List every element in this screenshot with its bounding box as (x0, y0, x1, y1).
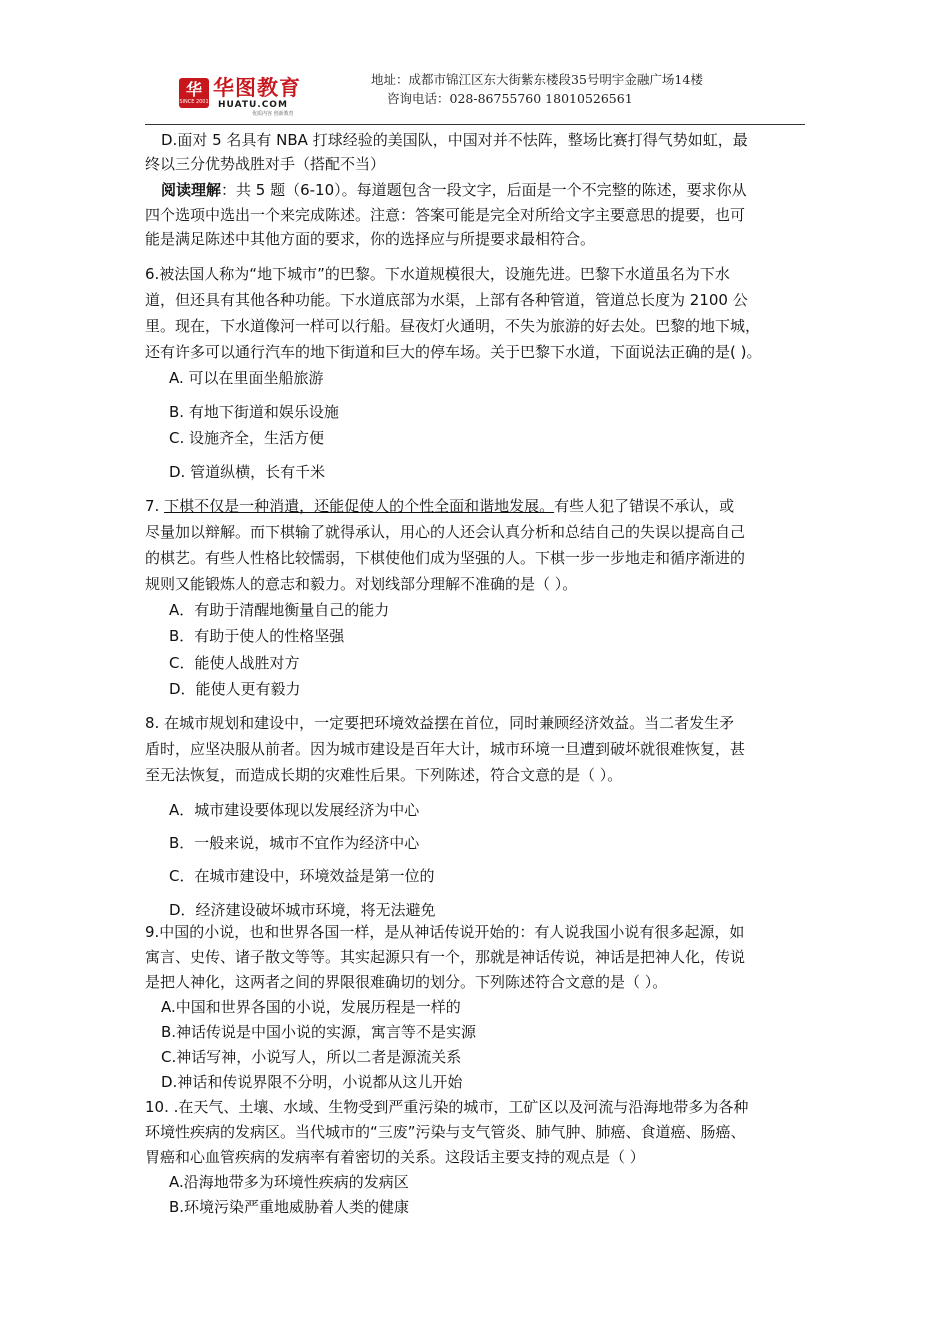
section-intro-line1 (161, 180, 747, 200)
q10-option-b: B.环境污染严重地威胁着人类的健康 (169, 1198, 410, 1216)
q6-option-d: D. 管道纵横，长有千米 (169, 463, 326, 481)
q7-option-a: A．有助于清醒地衡量自己的能力 (169, 601, 390, 619)
q7-line2: 尽量加以辩解。而下棋输了就得承认，用心的人还会认真分析和总结自己的失误以提高自己 (145, 523, 746, 541)
header-divider (145, 124, 805, 125)
q7-option-d: D．能使人更有毅力 (169, 680, 301, 698)
q6-line2: 道，但还具有其他各种功能。下水道底部为水渠，上部有各种管道，管道总长度为 2100 公 (145, 291, 748, 309)
section-title: 阅读理解 (161, 181, 222, 199)
q6-option-b: B. 有地下街道和娱乐设施 (169, 403, 339, 421)
prev-option-d-line1: D.面对 5 名具有 NBA 打球经验的美国队，中国对并不怯阵，整场比赛打得气势如虹，最 (161, 131, 748, 149)
q7-option-c: C．能使人战胜对方 (169, 654, 300, 672)
q7-line3: 的棋艺。有些人性格比较懦弱，下棋使他们成为坚强的人。下棋一步一步地走和循序渐进的 (145, 549, 746, 567)
q8-option-c: C．在城市建设中，环境效益是第一位的 (169, 867, 435, 885)
q9-option-d: D.神话和传说界限不分明，小说都从这儿开始 (161, 1073, 463, 1091)
q7-underlined-text: 下棋不仅是一种消遣，还能促使人的个性全面和谐地发展。 (164, 497, 555, 515)
q10-line1: 10. .在天气、土壤、水域、生物受到严重污染的城市，工矿区以及河流与沿海地带多为各种 (145, 1098, 749, 1116)
q8-line3: 至无法恢复，而造成长期的灾难性后果。下列陈述，符合文意的是（ ）。 (145, 766, 623, 784)
q7-line1-rest: 有些人犯了错误不承认，或 (554, 497, 735, 515)
q9-option-b: B.神话传说是中国小说的实源，寓言等不是实源 (161, 1023, 477, 1041)
q6-option-a: A. 可以在里面坐船旅游 (169, 369, 324, 387)
prev-option-d-line2: 终以三分优势战胜对手（搭配不当） (145, 155, 386, 173)
logo-domain: HUATU.COM (218, 100, 288, 110)
q10-option-a: A.沿海地带多为环境性疾病的发病区 (169, 1173, 409, 1191)
q7-number: 7. (145, 497, 165, 515)
q8-option-b: B．一般来说，城市不宜作为经济中心 (169, 834, 420, 852)
q10-line3: 胃癌和心血管疾病的发病率有着密切的关系。这段话主要支持的观点是（ ） (145, 1148, 645, 1166)
header-address: 地址：成都市锦江区东大街紫东楼段35号明宇金融广场14楼 (371, 72, 703, 87)
q9-option-c: C.神话写神，小说写人，所以二者是源流关系 (161, 1048, 462, 1066)
logo-name: 华图教育 (213, 76, 301, 100)
q8-option-d: D．经济建设破坏城市环境，将无法避免 (169, 901, 436, 919)
q6-line1: 6.被法国人称为“地下城市”的巴黎。下水道规模很大，设施先进。巴黎下水道虽名为下水 (145, 265, 730, 283)
q7-line1 (145, 496, 734, 516)
q6-line4: 还有许多可以通行汽车的地下街道和巨大的停车场。关于巴黎下水道，下面说法正确的是( )。 (145, 343, 762, 361)
q8-line1: 8. 在城市规划和建设中，一定要把环境效益摆在首位，同时兼顾经济效益。当二者发生矛 (145, 714, 735, 732)
q9-line1: 9.中国的小说，也和世界各国一样，是从神话传说开始的：有人说我国小说有很多起源，如 (145, 923, 745, 941)
q9-line3: 是把人神化，这两者之间的界限很难确切的划分。下列陈述符合文意的是（ ）。 (145, 973, 668, 991)
q9-option-a: A.中国和世界各国的小说，发展历程是一样的 (161, 998, 461, 1016)
section-intro-line3: 能是满足陈述中其他方面的要求，你的选择应与所提要求最相符合。 (145, 230, 596, 248)
section-intro-line2: 四个选项中选出一个来完成陈述。注意：答案可能是完全对所给文字主要意思的提要，也可 (145, 206, 746, 224)
q9-line2: 寓言、史传、诸子散文等等。其实起源只有一个，那就是神话传说，神话是把神人化，传说 (145, 948, 746, 966)
q7-line4: 规则又能锻炼人的意志和毅力。对划线部分理解不准确的是（ ）。 (145, 575, 578, 593)
q8-option-a: A．城市建设要体现以发展经济为中心 (169, 801, 420, 819)
header-phone: 咨询电话：028-86755760 18010526561 (387, 91, 633, 106)
q7-option-b: B．有助于使人的性格坚强 (169, 627, 345, 645)
q10-line2: 环境性疾病的发病区。当代城市的“三废”污染与支气管炎、肺气肿、肺癌、食道癌、肠癌、 (145, 1123, 746, 1141)
q8-line2: 盾时，应坚决服从前者。因为城市建设是百年大计，城市环境一旦遭到破坏就很难恢复，甚 (145, 740, 746, 758)
section-intro-text: ：共 5 题（6-10）。每道题包含一段文字，后面是一个不完整的陈述，要求你从 (221, 181, 747, 199)
logo-slogan: 优质内容 创新教育 (252, 111, 294, 117)
logo-char: 华 (185, 80, 202, 99)
logo-badge-icon (179, 78, 209, 108)
logo-since: SINCE 2001 (179, 99, 209, 105)
q6-option-c: C. 设施齐全，生活方便 (169, 429, 325, 447)
q6-line3: 里。现在，下水道像河一样可以行船。昼夜灯火通明，不失为旅游的好去处。巴黎的地下城， (145, 317, 761, 335)
